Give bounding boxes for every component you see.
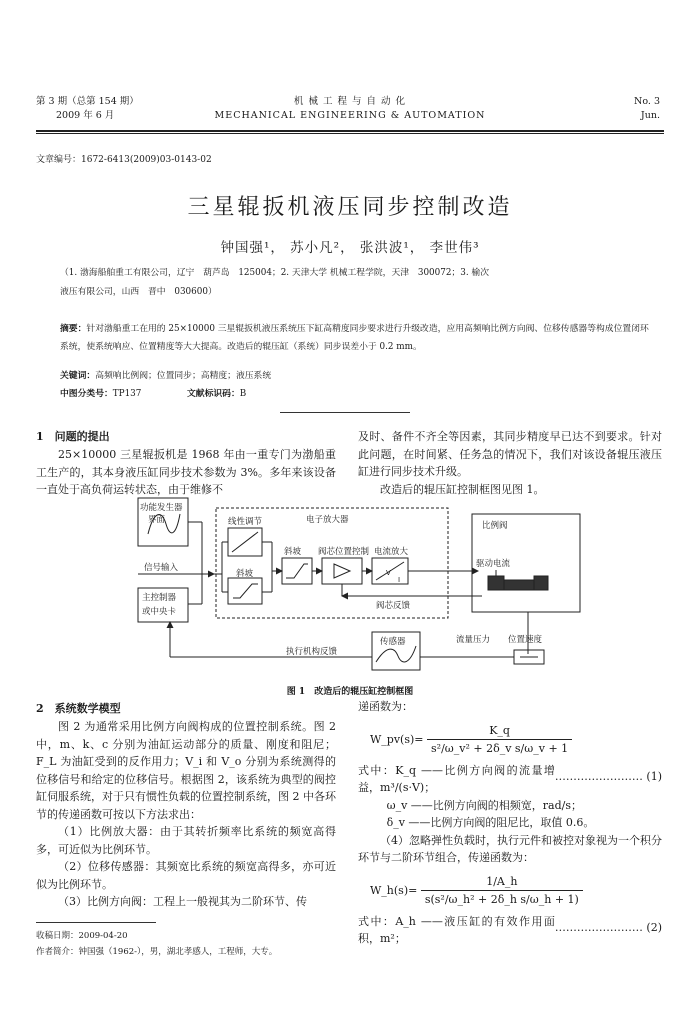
eq1-denominator: s²/ω_v² + 2δ_v s/ω_v + 1 <box>431 742 569 755</box>
eq2-def: 式中：A_h ——液压缸的有效作用面积，m²； <box>358 914 555 945</box>
linear-adjust-label: 线性调节 <box>228 517 263 527</box>
journal-title-en: MECHANICAL ENGINEERING & AUTOMATION <box>214 110 486 121</box>
issue-info-en <box>634 95 660 123</box>
ramp-label: 斜坡 <box>236 569 254 579</box>
issue-date: 2009 年 6 月 <box>56 110 115 121</box>
section-2-para-1: 图 2 为通常采用比例方向阀构成的位置控制系统。图 2 中，m、k、c 分别为油缸运动部分的质量、刚度和阻尼；F_L 为油缸受到的反作用力；V_i 和 V_o 分别为系统测得的位移信号和给定的位移信号。根据图 2，该系统为典型的阀控缸伺服系统，对于只有惯性负载的位置控制系统，图 2 中各环节的传递函数可按以下方法求出： <box>36 720 336 821</box>
journal-title-cn: 机 械 工 程 与 自 动 化 <box>293 96 407 107</box>
footnote-rule <box>36 922 156 923</box>
section-1-para-left: 25×10000 三星辊扳机是 1968 年由一重专门为渤船重工生产的，其本身液压缸同步技术参数为 3%。多年来该设备一直处于高负荷运转状态，由于维修不 <box>36 448 336 496</box>
ramp-block <box>228 578 262 604</box>
spool-feedback-label: 阀芯反馈 <box>376 601 411 611</box>
header-rule <box>36 130 664 132</box>
drive-current-label: 驱动电流 <box>476 559 511 569</box>
eq1-numerator: K_q <box>427 722 572 741</box>
position-control-block <box>322 558 362 584</box>
section-1-para-right <box>358 428 662 498</box>
keywords <box>60 368 271 381</box>
eq2-fraction <box>421 873 583 909</box>
keywords-text: 高频响比例阀；位置同步；高精度；液压系统 <box>95 371 272 381</box>
signal-input-label: 信号输入 <box>144 563 179 573</box>
eq1-lhs: W_pv(s)= <box>370 732 424 746</box>
affiliation-line-2: 液压有限公司，山西 晋中 030600） <box>60 287 217 297</box>
position-control-label: 阀芯位置控制 <box>318 547 370 557</box>
authors: 钟国强¹， 苏小凡²， 张洪波¹， 李世伟³ <box>220 240 480 256</box>
position-speed-label: 位置速度 <box>508 635 543 645</box>
eq2-lhs: W_h(s)= <box>370 883 418 897</box>
doc-code-value: B <box>239 389 247 399</box>
section-1-heading: 1 问题的提出 <box>36 430 110 443</box>
header-rule-thin <box>36 133 664 134</box>
section-1-para-right-1: 及时、备件不齐全等因素，其同步精度早已达不到要求。针对此问题，在时间紧、任务急的情况下，我们对该设备辊压液压缸进行同步技术升级。 <box>358 430 662 478</box>
transfer-fn-intro: 递函数为： <box>358 700 413 713</box>
abstract-label: 摘要： <box>60 324 87 334</box>
received-date: 收稿日期：2009-04-20 <box>36 931 128 941</box>
abstract <box>60 320 650 356</box>
abstract-separator <box>280 412 410 413</box>
section-1-para-right-2: 改造后的辊压缸控制框图见图 1。 <box>380 482 545 496</box>
abstract-text: 针对渤船重工在用的 25×10000 三星辊扳机液压系统压下缸高精度同步要求进行升级改造，应用高频响比例方向阀、位移传感器等构成位置闭环系统，使系统响应、位置精度等大大提高。改造后的辊压缸（系统）同步误差小于 0.2 mm。 <box>60 324 649 352</box>
eq1-number: …………………… (1) <box>554 769 662 783</box>
master-controller-label: 主控制器 <box>142 593 177 603</box>
proportional-valve-label: 比例阀 <box>482 521 508 531</box>
journal-title <box>0 95 700 123</box>
amplifier-label: 电子放大器 <box>306 515 349 525</box>
ramp2-label: 斜坡 <box>284 547 302 557</box>
section-2-para-2: （1）比例放大器：由于其转折频率比系统的频宽高得多，可近似为比例环节。 <box>36 825 336 856</box>
eq2-numerator: 1/A_h <box>421 873 583 892</box>
eq2-denominator: s(s²/ω_h² + 2δ_h s/ω_h + 1) <box>424 893 579 906</box>
section-2-heading: 2 系统数学模型 <box>36 702 121 715</box>
section-2-para-4: （3）比例方向阀：工程上一般视其为二阶环节、传 <box>58 895 307 908</box>
affiliation-line-1: （1. 渤海船舶重工有限公司，辽宁 葫芦岛 125004；2. 天津大学 机械工程学院，天津 300072；3. 榆次 <box>60 268 490 278</box>
interface-label: 界面 <box>148 515 166 525</box>
section-2-para-5: （4）忽略弹性负载时，执行元件和被控对象视为一个积分环节与二阶环节组合，传递函数为： <box>358 833 662 864</box>
function-generator-label: 功能发生器 <box>140 503 183 513</box>
clc-label: 中图分类号： <box>60 389 113 399</box>
classification <box>60 386 246 399</box>
clc-value: TP137 <box>112 389 142 399</box>
footnotes <box>36 928 277 960</box>
eq1-def-wv: ω_v ——比例方向阀的相频宽，rad/s； <box>386 798 582 812</box>
i-label: I <box>398 576 401 584</box>
v-label: V <box>386 569 391 577</box>
ramp2-block <box>282 558 312 584</box>
section-2-left-column <box>36 718 336 911</box>
control-block-diagram <box>136 496 586 678</box>
issue-number: 第 3 期（总第 154 期） <box>36 96 139 107</box>
keywords-label: 关键词： <box>60 371 96 381</box>
section-2-para-3: （2）位移传感器：其频宽比系统的频宽高得多，亦可近似为比例环节。 <box>36 860 336 891</box>
figure-caption: 图 1 改造后的辊压缸控制框图 <box>286 687 414 697</box>
eq1-fraction <box>427 722 572 758</box>
eq2-number: …………………… (2) <box>554 920 662 934</box>
flow-pressure-label: 流量压力 <box>456 635 491 645</box>
eq1-def-dv: δ_v ——比例方向阀的阻尼比，取值 0.6。 <box>386 816 595 829</box>
author-bio: 作者简介：钟国强（1962-），男，湖北孝感人，工程师，大专。 <box>36 947 278 957</box>
affiliations <box>60 264 650 302</box>
actuator-feedback-label: 执行机构反馈 <box>286 647 338 657</box>
doc-code-label: 文献标识码： <box>186 389 240 399</box>
central-card-label: 或中央卡 <box>142 607 177 617</box>
eq1-def-kq: 式中：K_q ——比例方向阀的流量增益，m³/(s·V)； <box>358 763 555 794</box>
current-amp-label: 电流放大 <box>374 547 409 557</box>
paper-title: 三星辊扳机液压同步控制改造 <box>187 195 513 220</box>
issue-no-en: No. 3 <box>634 96 660 107</box>
issue-month-en: Jun. <box>640 110 660 121</box>
article-number: 文章编号：1672-6413(2009)03-0143-02 <box>36 155 212 165</box>
sensor-label: 传感器 <box>380 637 406 647</box>
section-2-right-column <box>358 698 662 948</box>
